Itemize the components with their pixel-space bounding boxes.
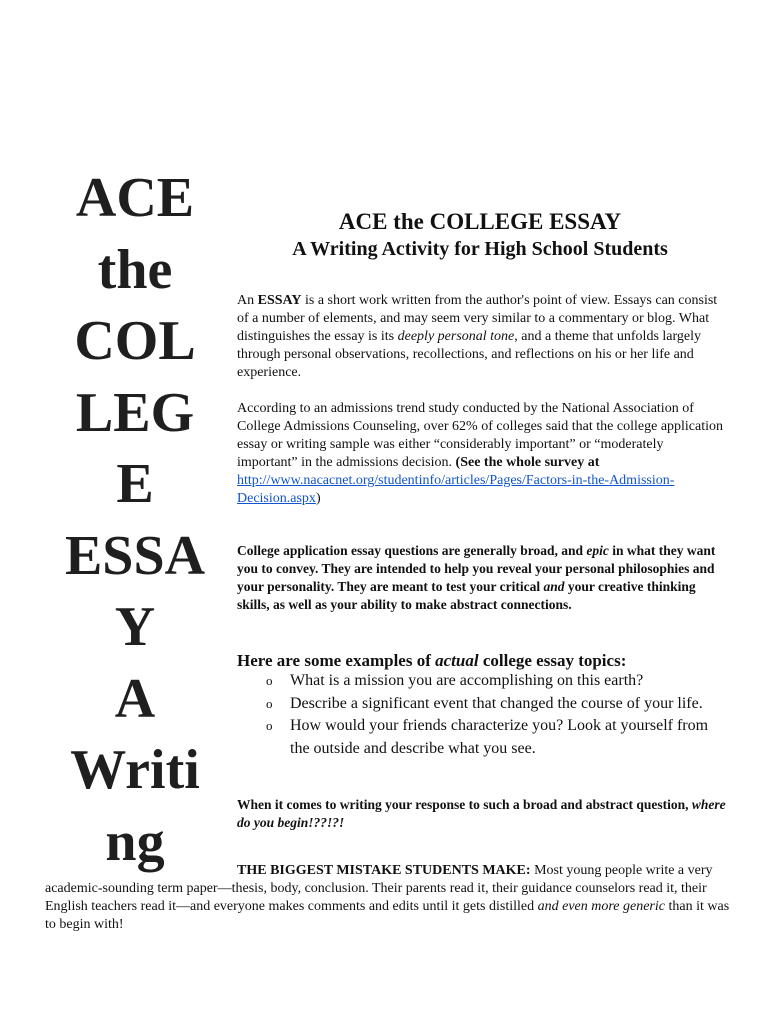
subtitle-line: A Writing Activity for High School Students: [292, 238, 668, 260]
emphasis-text: where do you begin!??!?!: [237, 797, 726, 830]
text-run: According to an admissions trend study conducted by the National Association of College Admissions Counseling, over 62% of colleges said that the college application essay or writing sample was either “considerably important” or “moderately important” in the admissions decision.: [237, 401, 724, 470]
vertical-title-line: ng: [105, 810, 165, 873]
vertical-title-line: A: [114, 667, 156, 730]
emphasis-text: and even more generic: [537, 899, 665, 914]
essay-questions-paragraph: [237, 542, 727, 614]
vertical-title-line: COL: [74, 310, 196, 372]
vertical-title-line: ACE: [75, 167, 195, 229]
vertical-title-line: Y: [114, 596, 156, 658]
text-run: than it was to begin with!: [45, 899, 730, 932]
text-run: College application essay questions are generally broad, and: [237, 543, 587, 558]
text-run: Most young people write a very academic-sounding term paper—thesis, body, conclusion. Their parents read it, their guidance counselors read it, their English teachers read it—and everyone makes comments and edits until it gets distilled: [45, 863, 713, 914]
survey-link[interactable]: http://www.nacacnet.org/studentinfo/articles/Pages/Factors-in-the-Admission-Decision.aspx: [237, 473, 675, 506]
emphasis-text: actual: [435, 651, 479, 670]
text-run: An: [237, 293, 258, 308]
text-run: your creative thinking skills, as well as your ability to make abstract connections.: [237, 579, 696, 612]
list-item: [266, 715, 726, 760]
hollow-bullet-icon: o: [266, 673, 273, 688]
text-run: Here are some examples of: [237, 651, 436, 670]
vertical-title-line: E: [116, 453, 154, 515]
hollow-bullet-icon: o: [266, 695, 273, 711]
vertical-title-line: ESSA: [64, 524, 206, 587]
list-item: [266, 670, 726, 693]
mistake-heading: THE BIGGEST MISTAKE STUDENTS MAKE:: [237, 863, 531, 878]
text-run: college essay topics:: [478, 651, 627, 670]
emphasis-text: and: [543, 579, 565, 594]
essay-topics-list: [266, 670, 726, 760]
vertical-title-line: LEG: [75, 381, 195, 444]
list-item-text: Describe a significant event that changed the course of your life.: [290, 694, 703, 712]
where-to-begin-paragraph: [237, 796, 727, 832]
list-item-text: How would your friends characterize you? Look at yourself from the outside and describe what you see.: [290, 717, 709, 757]
examples-heading: [237, 650, 626, 672]
biggest-mistake-paragraph: [45, 862, 735, 934]
vertical-title: [50, 163, 220, 878]
vertical-title-line: the: [97, 238, 173, 301]
admissions-study-paragraph: [237, 400, 727, 508]
list-item: [266, 693, 726, 716]
text-run: is a short work written from the author's point of view. Essays can consist of a number of elements, and may seem very similar to a commentary or blog. What distinguishes the essay is its: [237, 293, 718, 344]
text-run: in what they want you to convey. They are intended to help you reveal your personal philosophies and your personality. They are meant to test your critical: [237, 543, 716, 594]
document-title: [236, 208, 724, 262]
survey-note: (See the whole survey at: [455, 455, 600, 470]
essay-definition-paragraph: [237, 292, 727, 382]
vertical-title-line: Writi: [70, 739, 200, 801]
essay-term: ESSAY: [257, 293, 302, 308]
title-line: ACE the COLLEGE ESSAY: [338, 209, 622, 234]
text-run: ): [315, 491, 321, 506]
emphasis-text: deeply personal tone: [397, 329, 515, 344]
text-run: , and a theme that unfolds largely through personal observations, recollections, and reflections on his or her life and experience.: [237, 329, 702, 380]
text-run: When it comes to writing your response to such a broad and abstract question,: [237, 797, 692, 812]
emphasis-text: epic: [586, 543, 609, 558]
list-item-text: What is a mission you are accomplishing on this earth?: [290, 672, 644, 689]
hollow-bullet-icon: o: [266, 718, 273, 733]
